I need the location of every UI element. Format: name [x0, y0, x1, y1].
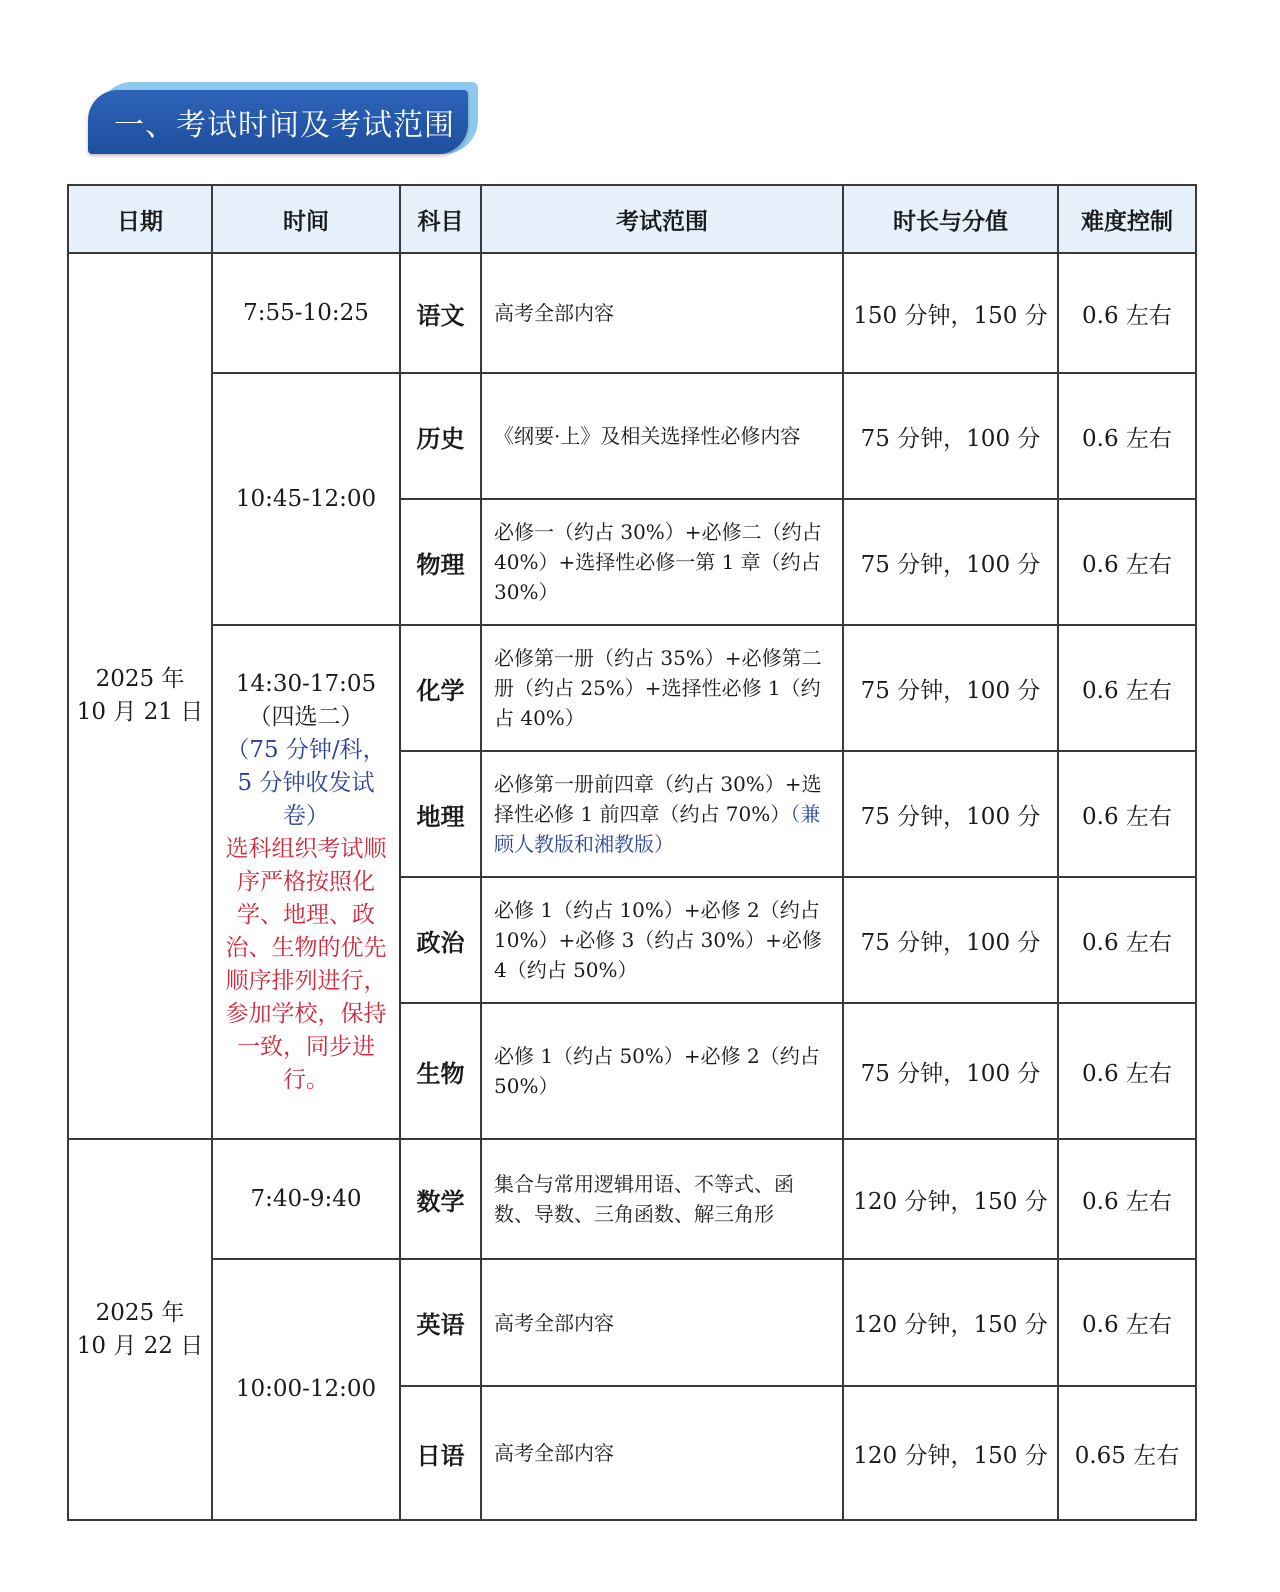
- exam-schedule-table: [67, 184, 1197, 1521]
- difficulty-cell: 0.65 左右: [1058, 1386, 1196, 1520]
- header-subject: 科目: [400, 185, 481, 253]
- time-cell-elective: [212, 625, 400, 1139]
- section-banner: [88, 78, 480, 158]
- scope-cell: [481, 751, 843, 877]
- time-cell: 10:00-12:00: [212, 1259, 400, 1520]
- duration-cell: 150 分钟，150 分: [843, 253, 1058, 373]
- time-cell: 7:40-9:40: [212, 1139, 400, 1259]
- header-difficulty: 难度控制: [1058, 185, 1196, 253]
- subject-cell: 数学: [400, 1139, 481, 1259]
- difficulty-cell: 0.6 左右: [1058, 373, 1196, 499]
- time-elective-main: 14:30-17:05 （四选二）: [235, 670, 377, 730]
- difficulty-cell: 0.6 左右: [1058, 1003, 1196, 1139]
- date-day2: 2025 年 10 月 22 日: [76, 1299, 204, 1359]
- difficulty-cell: 0.6 左右: [1058, 253, 1196, 373]
- subject-cell: 化学: [400, 625, 481, 751]
- duration-cell: 75 分钟，100 分: [843, 751, 1058, 877]
- time-elective-order-note: 选科组织考试顺序严格按照化学、地理、政治、生物的优先顺序排列进行，参加学校，保持一致，同步进行。: [225, 835, 387, 1093]
- subject-cell: 生物: [400, 1003, 481, 1139]
- difficulty-cell: 0.6 左右: [1058, 625, 1196, 751]
- table-header-row: [68, 185, 1196, 253]
- difficulty-cell: 0.6 左右: [1058, 751, 1196, 877]
- scope-cell: 高考全部内容: [481, 253, 843, 373]
- subject-cell: 日语: [400, 1386, 481, 1520]
- header-duration: 时长与分值: [843, 185, 1058, 253]
- table-row: [68, 373, 1196, 499]
- duration-cell: 75 分钟，100 分: [843, 1003, 1058, 1139]
- duration-cell: 75 分钟，100 分: [843, 373, 1058, 499]
- subject-cell: 英语: [400, 1259, 481, 1386]
- scope-text: 必修第一册前四章（约占 30%）+选择性必修 1 前四章（约占 70%）: [494, 772, 822, 826]
- date-day1: 2025 年 10 月 21 日: [76, 666, 204, 725]
- subject-cell: 地理: [400, 751, 481, 877]
- difficulty-cell: 0.6 左右: [1058, 877, 1196, 1003]
- difficulty-cell: 0.6 左右: [1058, 499, 1196, 625]
- scope-cell: 高考全部内容: [481, 1259, 843, 1386]
- table-row: [68, 253, 1196, 373]
- date-cell: [68, 1139, 212, 1520]
- difficulty-cell: 0.6 左右: [1058, 1259, 1196, 1386]
- scope-cell: 必修 1（约占 50%）+必修 2（约占 50%）: [481, 1003, 843, 1139]
- duration-cell: 75 分钟，100 分: [843, 877, 1058, 1003]
- date-cell: [68, 253, 212, 1139]
- scope-cell: 必修 1（约占 10%）+必修 2（约占 10%）+必修 3（约占 30%）+必修 4（约占 50%）: [481, 877, 843, 1003]
- duration-cell: 120 分钟，150 分: [843, 1386, 1058, 1520]
- header-date: 日期: [68, 185, 212, 253]
- duration-cell: 75 分钟，100 分: [843, 625, 1058, 751]
- header-time: 时间: [212, 185, 400, 253]
- difficulty-cell: 0.6 左右: [1058, 1139, 1196, 1259]
- subject-cell: 语文: [400, 253, 481, 373]
- table-row: [68, 1259, 1196, 1386]
- scope-cell: 必修第一册（约占 35%）+必修第二册（约占 25%）+选择性必修 1（约占 40%）: [481, 625, 843, 751]
- time-cell: 10:45-12:00: [212, 373, 400, 625]
- section-title: 一、考试时间及考试范围: [88, 90, 468, 154]
- scope-cell: 高考全部内容: [481, 1386, 843, 1520]
- time-elective-note: （75 分钟/科，5 分钟收发试卷）: [226, 736, 386, 829]
- subject-cell: 政治: [400, 877, 481, 1003]
- duration-cell: 120 分钟，150 分: [843, 1139, 1058, 1259]
- duration-cell: 75 分钟，100 分: [843, 499, 1058, 625]
- subject-cell: 历史: [400, 373, 481, 499]
- scope-cell: 《纲要·上》及相关选择性必修内容: [481, 373, 843, 499]
- table-row: [68, 625, 1196, 751]
- duration-cell: 120 分钟，150 分: [843, 1259, 1058, 1386]
- header-scope: 考试范围: [481, 185, 843, 253]
- table-row: [68, 1139, 1196, 1259]
- subject-cell: 物理: [400, 499, 481, 625]
- scope-cell: 集合与常用逻辑用语、不等式、函数、导数、三角函数、解三角形: [481, 1139, 843, 1259]
- scope-note: （兼顾人教版和湘教版）: [494, 802, 821, 856]
- scope-cell: 必修一（约占 30%）+必修二（约占 40%）+选择性必修一第 1 章（约占 30%）: [481, 499, 843, 625]
- time-cell: 7:55-10:25: [212, 253, 400, 373]
